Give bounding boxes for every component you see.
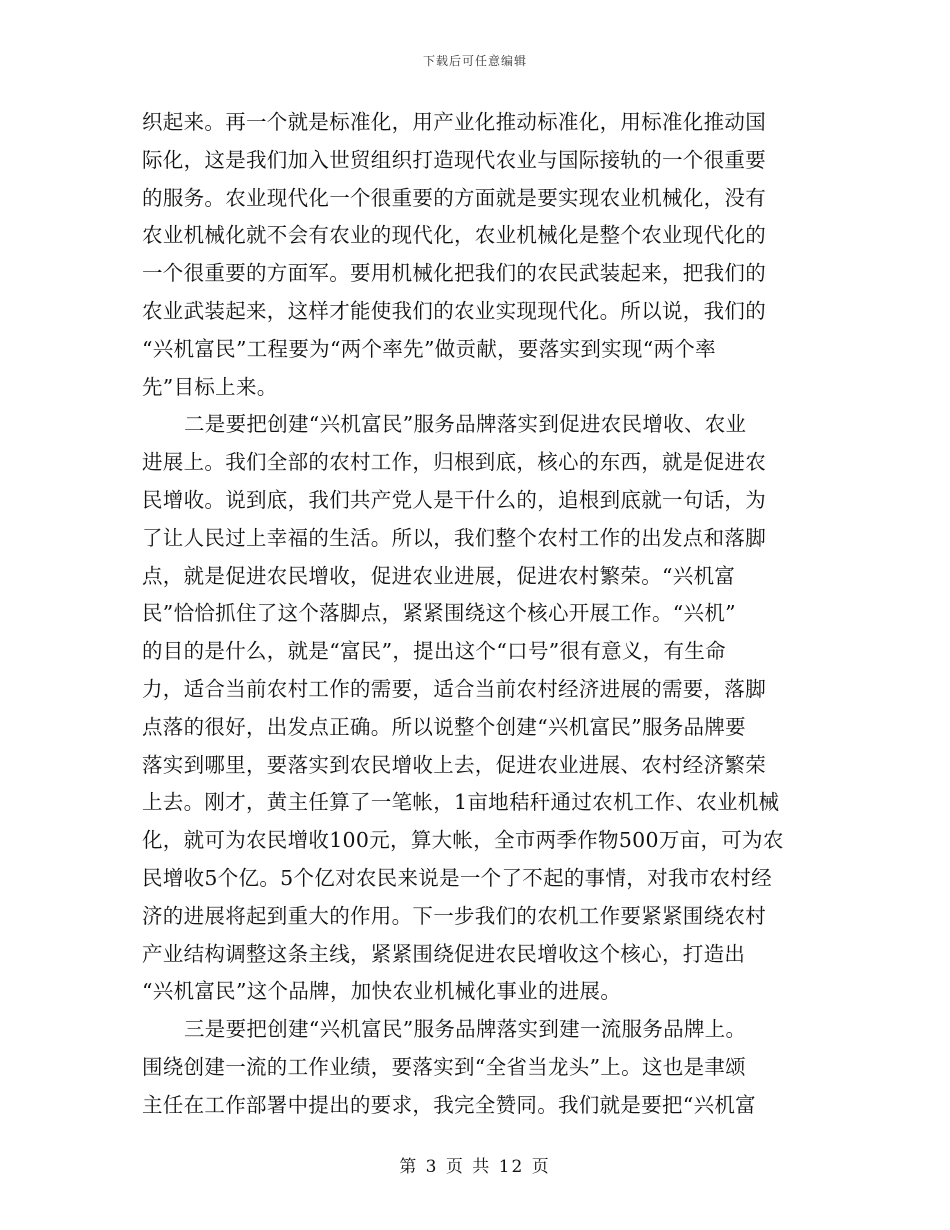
page-header: 下载后可任意编辑 [422,54,527,68]
body-line: 落实到哪里，要落实到农民增收上去，促进农业进展、农村经济繁荣 [142,752,766,777]
body-line: 农业武装起来，这样才能使我们的农业实现现代化。所以说，我们的 [142,298,766,323]
body-line: 产业结构调整这条主线，紧紧围绕促进农民增收这个核心，打造出 [142,941,746,966]
body-line: 点，就是促进农民增收，促进农业进展，促进农村繁荣。“兴机富 [142,563,736,588]
body-line: “兴机富民”这个品牌，加快农业机械化事业的进展。 [142,979,622,1004]
body-line: “兴机富民”工程要为“两个率先”做贡献，要落实到实现“两个率 [142,336,716,361]
body-line: 先”目标上来。 [142,374,278,399]
body-line: 力，适合当前农村工作的需要，适合当前农村经济进展的需要，落脚 [142,676,766,701]
body-line: 点落的很好，出发点正确。所以说整个创建“兴机富民”服务品牌要 [142,714,746,739]
body-line: 民增收。说到底，我们共产党人是干什么的，追根到底就一句话，为 [142,487,766,512]
body-line: 主任在工作部署中提出的要求，我完全赞同。我们就是要把“兴机富 [142,1092,756,1117]
body-line: 际化，这是我们加入世贸组织打造现代农业与国际接轨的一个很重要 [142,147,766,172]
body-line: 农业机械化就不会有农业的现代化，农业机械化是整个农业现代化的 [142,223,766,248]
paragraph-start-line: 三是要把创建“兴机富民”服务品牌落实到建一流服务品牌上。 [184,1017,747,1042]
body-line: 的目的是什么，就是“富民”，提出这个“口号”很有意义，有生命 [142,639,726,664]
body-line: 进展上。我们全部的农村工作，归根到底，核心的东西，就是促进农 [142,450,766,475]
body-line: 围绕创建一流的工作业绩，要落实到“全省当龙头”上。这也是聿颂 [142,1054,746,1079]
body-line: 一个很重要的方面军。要用机械化把我们的农民武装起来，把我们的 [142,261,766,286]
document-body [142,104,808,1125]
body-line: 了让人民过上幸福的生活。所以，我们整个农村工作的出发点和落脚 [142,525,766,550]
body-line: 织起来。再一个就是标准化，用产业化推动标准化，用标准化推动国 [142,110,766,134]
body-line: 民增收5个亿。5个亿对农民来说是一个了不起的事情，对我市农村经 [142,865,772,890]
paragraph-start-line: 二是要把创建“兴机富民”服务品牌落实到促进农民增收、农业 [184,412,747,437]
body-line: 上去。刚才，黄主任算了一笔帐，1亩地秸秆通过农机工作、农业机械 [142,790,780,815]
body-line: 化，就可为农民增收100元，算大帐，全市两季作物500万亩，可为农 [142,828,784,853]
body-line: 民”恰恰抓住了这个落脚点，紧紧围绕这个核心开展工作。“兴机” [142,601,736,626]
body-line: 济的进展将起到重大的作用。下一步我们的农机工作要紧紧围绕农村 [142,903,766,928]
body-line: 的服务。农业现代化一个很重要的方面就是要实现农业机械化，没有 [142,185,766,210]
page-footer: 第 3 页 共 12 页 [399,1157,551,1177]
